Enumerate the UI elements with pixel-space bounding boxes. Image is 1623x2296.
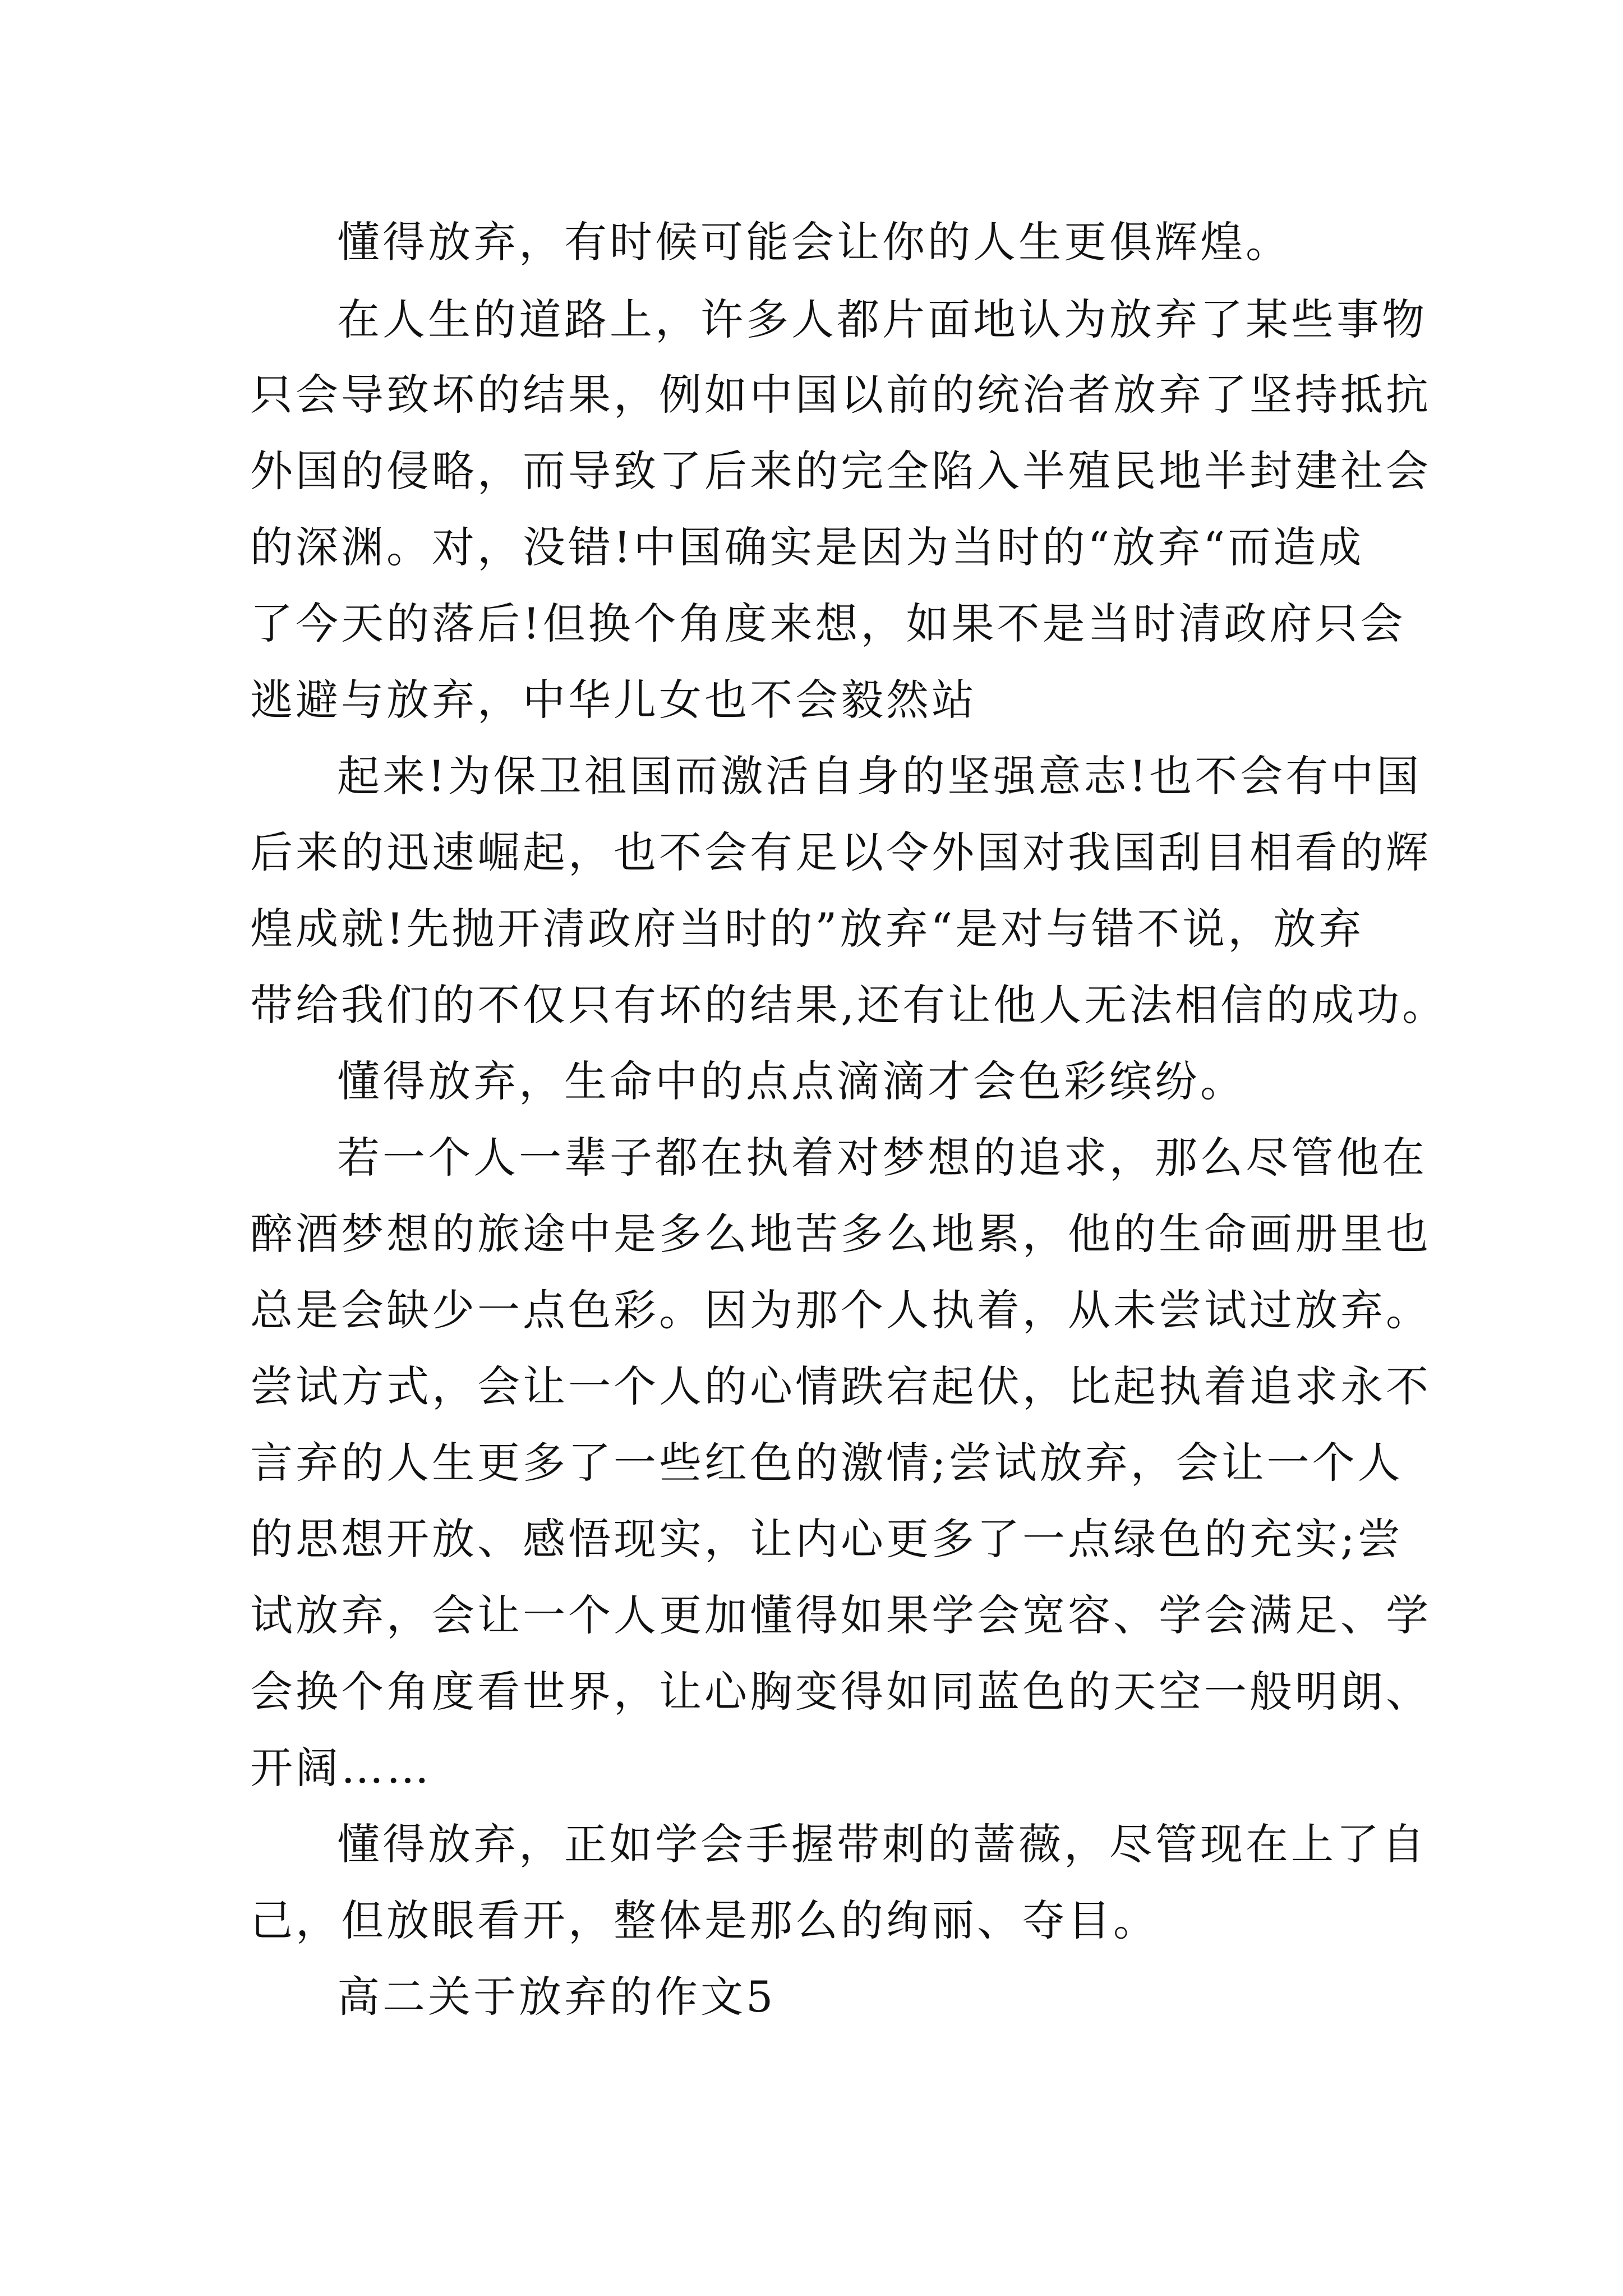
paragraph-line: 总是会缺少一点色彩。因为那个人执着，从未尝试过放弃。 <box>250 1285 1431 1335</box>
paragraph-line: 只会导致坏的结果，例如中国以前的统治者放弃了坚持抵抗 <box>250 370 1431 420</box>
paragraph-line: 后来的迅速崛起，也不会有足以令外国对我国刮目相看的辉 <box>250 827 1431 877</box>
paragraph-line: 言弃的人生更多了一些红色的激情;尝试放弃，会让一个人 <box>250 1438 1403 1488</box>
paragraph-line: 懂得放弃，有时候可能会让你的人生更俱辉煌。 <box>337 217 1291 267</box>
paragraph-line: 己，但放眼看开，整体是那么的绚丽、夺目。 <box>250 1895 1159 1945</box>
paragraph-line: 尝试方式，会让一个人的心情跌宕起伏，比起执着追求永不 <box>250 1361 1431 1411</box>
paragraph-line: 在人生的道路上，许多人都片面地认为放弃了某些事物 <box>337 295 1427 344</box>
paragraph-line: 开阔…… <box>250 1743 432 1793</box>
paragraph-line: 若一个人一辈子都在执着对梦想的追求，那么尽管他在 <box>337 1133 1427 1182</box>
paragraph-line: 带给我们的不仅只有坏的结果,还有让他人无法相信的成功。 <box>250 980 1448 1030</box>
paragraph-line: 外国的侵略，而导致了后来的完全陷入半殖民地半封建社会 <box>250 446 1431 496</box>
paragraph-line: 起来!为保卫祖国而激活自身的坚强意志!也不会有中国 <box>337 751 1422 801</box>
section-heading: 高二关于放弃的作文5 <box>337 1972 776 2022</box>
paragraph-line: 懂得放弃，生命中的点点滴滴才会色彩缤纷。 <box>337 1056 1246 1106</box>
paragraph-line: 了今天的落后!但换个角度来想，如果不是当时清政府只会 <box>250 599 1406 648</box>
paragraph-line: 试放弃，会让一个人更加懂得如果学会宽容、学会满足、学 <box>250 1590 1431 1640</box>
paragraph-line: 逃避与放弃，中华儿女也不会毅然站 <box>250 675 977 725</box>
paragraph-line: 懂得放弃，正如学会手握带刺的蔷薇，尽管现在上了自 <box>337 1819 1427 1869</box>
paragraph-line: 的深渊。对，没错!中国确实是因为当时的“放弃“而造成 <box>250 522 1364 572</box>
paragraph-line: 煌成就!先抛开清政府当时的”放弃“是对与错不说，放弃 <box>250 904 1364 954</box>
paragraph-line: 醉酒梦想的旅途中是多么地苦多么地累，他的生命画册里也 <box>250 1209 1431 1259</box>
paragraph-line: 会换个角度看世界，让心胸变得如同蓝色的天空一般明朗、 <box>250 1667 1431 1717</box>
paragraph-line: 的思想开放、感悟现实，让内心更多了一点绿色的充实;尝 <box>250 1514 1403 1564</box>
